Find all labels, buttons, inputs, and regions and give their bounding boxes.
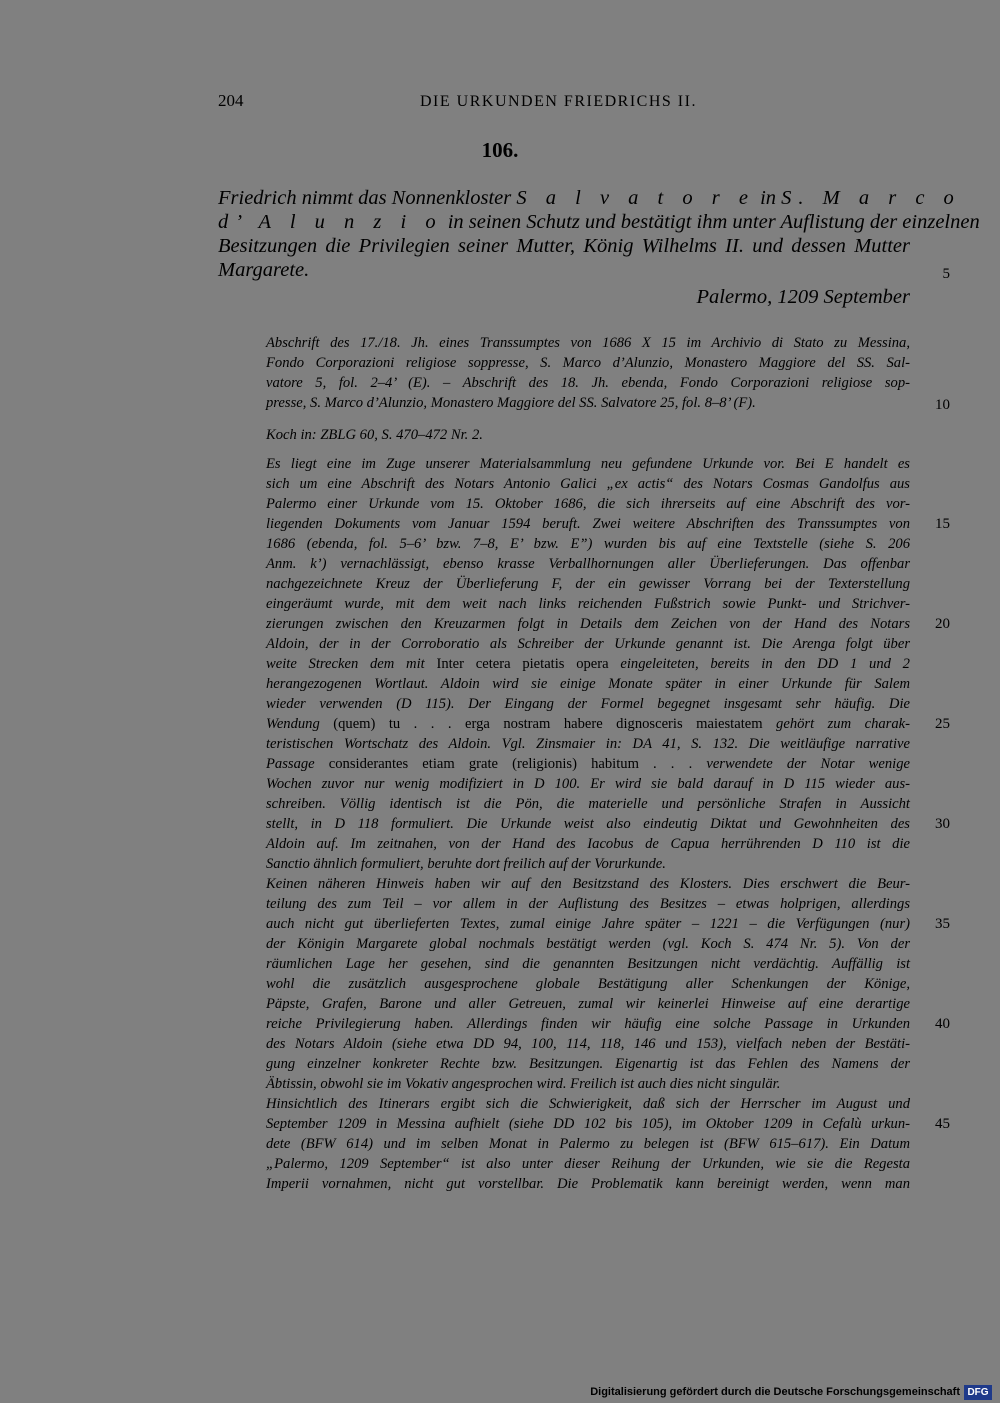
summary-line-3 (218, 234, 910, 258)
source-line: presse, S. Marco d’Alunzio, Monastero Maggiore del SS. Salvatore 25, fol. 8–8’ (F). (266, 395, 756, 411)
footer (0, 1385, 1000, 1403)
line-number: 20 (935, 616, 950, 632)
line-number: 45 (935, 1116, 950, 1132)
summary-line-4 (218, 258, 910, 282)
source-line: Abschrift des 17./18. Jh. eines Transsumptes von 1686 X 15 im Archivio di Stato zu Messina, (266, 335, 910, 351)
commentary-line: Aldoin auf. Im zeitnahen, von der Hand des Iacobus de Capua herrührenden D 110 ist die (266, 836, 910, 852)
commentary-line: Es liegt eine im Zuge unserer Materialsammlung neu gefundene Urkunde vor. Bei E handelt es (266, 456, 910, 472)
place-date: Palermo, 1209 September (696, 286, 910, 308)
commentary-line: „Palermo, 1209 September“ ist also unter dieser Reihung der Urkunden, wie sie die Regesta (266, 1156, 910, 1172)
commentary-line: teilung des zum Teil – vor allem in der Auflistung des Besitzes – etwas holprigen, allerdings (266, 896, 910, 912)
commentary-block (266, 454, 910, 1194)
sources-block (266, 333, 910, 413)
edition-line: Koch in: ZBLG 60, S. 470–472 Nr. 2. (266, 427, 483, 443)
source-line: vatore 5, fol. 2–4’ (E). – Abschrift des 18. Jh. ebenda, Fondo Corporazioni religiose sop- (266, 375, 910, 391)
line-number: 25 (935, 716, 950, 732)
spaced-name-alunzio: d’ A l u n z i o (218, 211, 443, 233)
commentary-line: reiche Privilegierung haben. Allerdings finden wir häufig eine solche Passage in Urkunden (266, 1016, 910, 1032)
commentary-line: herangezogenen Wortlaut. Aldoin wird sie einige Monate später in einer Urkunde für Salem (266, 676, 910, 692)
commentary-line: Imperii vornahmen, nicht gut vorstellbar. Die Problematik kann bereinigt werden, wenn man (266, 1176, 910, 1192)
commentary-line: auch nicht gut überlieferten Textes, zumal einige Jahre später – 1221 – die Verfügungen (nur) (266, 916, 910, 932)
document-number: 106. (481, 138, 519, 162)
commentary-line: Äbtissin, obwohl sie im Vokativ angesprochen wird. Freilich ist auch dies nicht singulär. (266, 1076, 781, 1092)
summary-text: in (754, 187, 782, 209)
funding-note: Digitalisierung gefördert durch die Deutsche Forschungsgemeinschaft (590, 1386, 960, 1398)
commentary-line: Wendung (quem) tu . . . erga nostram habere dignosceris maiestatem gehört zum charak- (266, 716, 910, 732)
commentary-line: Aldoin, der in der Corroboratio als Schreiber der Urkunde genannt ist. Die Arenga folgt über (266, 636, 910, 652)
summary-text: Besitzungen die Privilegien seiner Mutter, König Wilhelms II. und dessen Mutter (218, 235, 910, 257)
commentary-line: der Königin Margarete global nochmals bestätigt werden (vgl. Koch S. 474 Nr. 5). Von der (266, 936, 910, 952)
running-head: DIE URKUNDEN FRIEDRICHS II. (420, 93, 697, 110)
commentary-line: Hinsichtlich des Itinerars ergibt sich die Schwierigkeit, daß sich der Herrscher im August und (266, 1096, 910, 1112)
commentary-line: Palermo einer Urkunde vom 15. Oktober 1686, die sich ihrerseits auf eine Abschrift des vor- (266, 496, 910, 512)
commentary-line: weite Strecken dem mit Inter cetera pietatis opera eingeleiteten, bereits in den DD 1 und 2 (266, 656, 910, 672)
commentary-line: eingeräumt wurde, mit dem weit nach links reichenden Fußstrich sowie Punkt- und Strichver- (266, 596, 910, 612)
commentary-line: wohl die zusätzlich ausgesprochene globale Bestätigung aller Schenkungen der Könige, (266, 976, 910, 992)
commentary-line: liegenden Dokuments vom Januar 1594 beruft. Zwei weitere Abschriften des Transsumptes von (266, 516, 910, 532)
line-number: 15 (935, 516, 950, 532)
line-number: 10 (935, 397, 950, 413)
line-number: 5 (942, 266, 950, 282)
commentary-line: sich um eine Abschrift des Notars Antonio Galici „ex actis“ des Notars Cosmas Gandolfus aus (266, 476, 910, 492)
commentary-line: Päpste, Grafen, Barone und aller Getreuen, zumal wir keinerlei Hinweise auf eine derartige (266, 996, 910, 1012)
commentary-line: September 1209 in Messina aufhielt (siehe DD 102 bis 105), im Oktober 1209 in Cefalù urkun- (266, 1116, 910, 1132)
commentary-line: Anm. k’) vernachlässigt, ebenso krasse Verballhornungen aller Überlieferungen. Das offenbar (266, 556, 910, 572)
commentary-line: dete (BFW 614) und im selben Monat in Palermo zu belegen ist (BFW 615–617). Ein Datum (266, 1136, 910, 1152)
commentary-line: Keinen näheren Hinweis haben wir auf den Besitzstand des Klosters. Dies erschwert die Beur- (266, 876, 910, 892)
regest-summary (218, 186, 980, 282)
line-number: 40 (935, 1016, 950, 1032)
spaced-name-salvatore: S a l v a t o r e (516, 187, 755, 209)
summary-text: Friedrich nimmt das Nonnenkloster (218, 187, 517, 209)
commentary-line: wieder verwenden (D 115). Der Eingang der Formel begegnet insgesamt sehr häufig. Die (266, 696, 910, 712)
dfg-logo: DFG (964, 1385, 992, 1400)
spaced-name-marco: S. M a r c o (781, 187, 961, 209)
edition-block (266, 425, 910, 445)
commentary-line: des Notars Aldoin (siehe etwa DD 94, 100, 114, 118, 146 und 153), vielfach neben der Bestäti- (266, 1036, 910, 1052)
commentary-line: gung einzelner konkreter Rechte bzw. Besitzungen. Eigenartig ist das Fehlen des Namens der (266, 1056, 910, 1072)
commentary-line: Sanctio ähnlich formuliert, beruhte dort freilich auf der Vorurkunde. (266, 856, 666, 872)
page-number: 204 (218, 91, 244, 110)
source-line: Fondo Corporazioni religiose soppresse, S. Marco d’Alunzio, Monastero Maggiore del SS. Sal- (266, 355, 910, 371)
summary-text: Margarete. (218, 259, 310, 281)
commentary-line: stellt, in D 118 formuliert. Die Urkunde weist also eindeutig Diktat und Gewohnheiten des (266, 816, 910, 832)
line-number: 30 (935, 816, 950, 832)
commentary-line: schreiben. Völlig identisch ist die Pön, die materielle und persönliche Strafen in Aussicht (266, 796, 910, 812)
summary-line-1 (218, 186, 961, 210)
commentary-line: Passage considerantes etiam grate (religionis) habitum . . . verwendete der Notar wenige (266, 756, 910, 772)
commentary-line: nachgezeichnete Kreuz der Überlieferung F, der ein gewisser Vorrang bei der Texterstellung (266, 576, 910, 592)
line-number: 35 (935, 916, 950, 932)
commentary-line: Wochen zuvor nur wenig modifiziert in D 100. Er wird sie bald darauf in D 115 wieder aus- (266, 776, 910, 792)
commentary-line: 1686 (ebenda, fol. 5–6’ bzw. 7–8, E’ bzw. E”) wurden bis auf eine Textstelle (siehe S. 206 (266, 536, 910, 552)
summary-text: in seinen Schutz und bestätigt ihm unter Auflistung der einzelnen (442, 211, 980, 233)
commentary-line: zierungen zwischen den Kreuzarmen folgt in Details dem Zeichen von der Hand des Notars (266, 616, 910, 632)
commentary-line: räumlichen Lage her gesehen, sind die genannten Besitzungen nicht verdächtig. Auffällig ist (266, 956, 910, 972)
summary-line-2 (218, 210, 980, 234)
commentary-line: teristischen Wortschatz des Aldoin. Vgl. Zinsmaier in: DA 41, S. 132. Die weitläufige narrative (266, 736, 910, 752)
